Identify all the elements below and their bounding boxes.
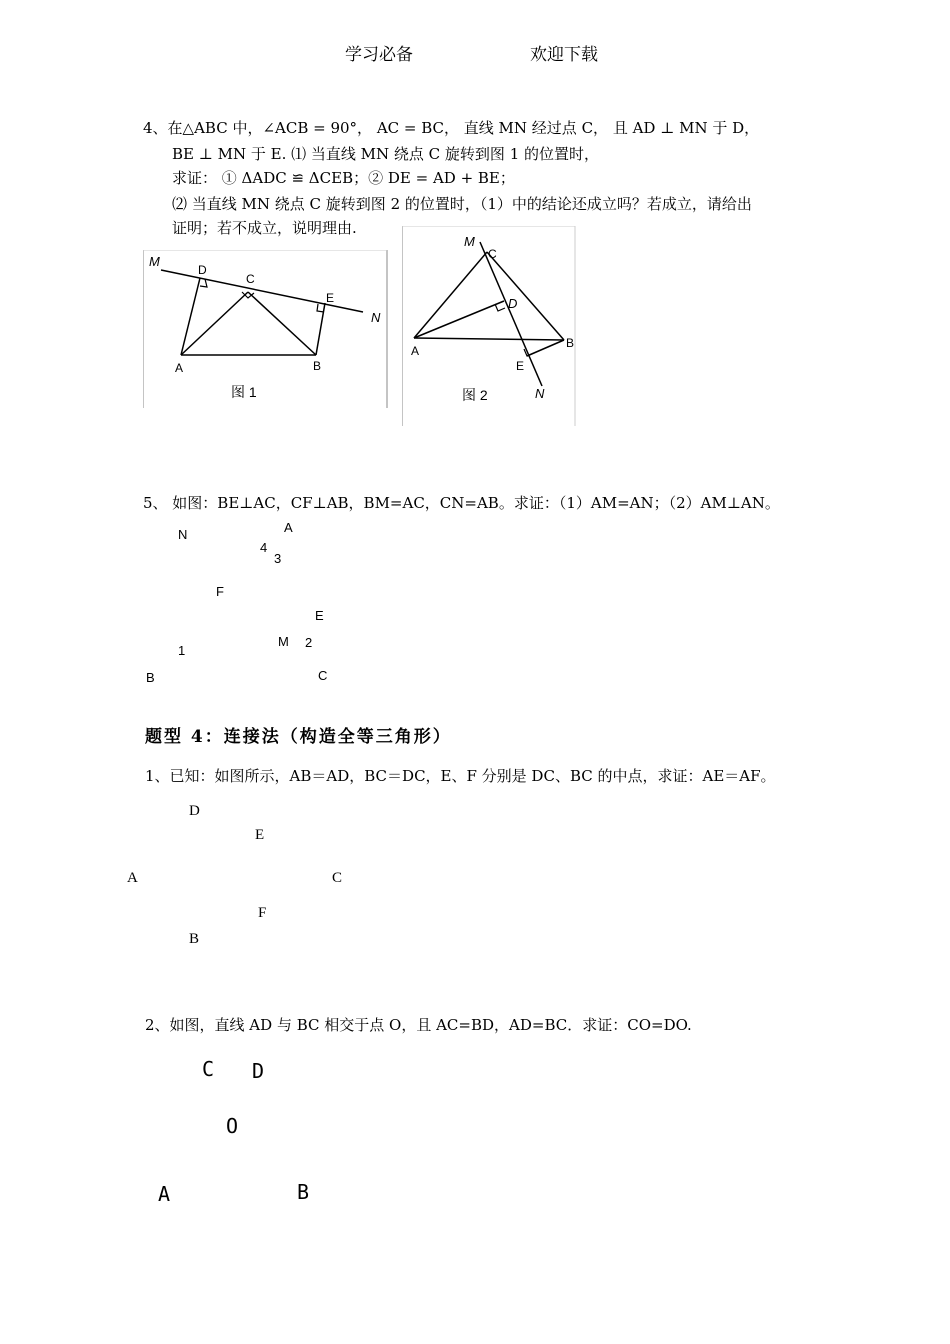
p5-label-f: F xyxy=(216,584,224,599)
section-title: 题型 4：连接法（构造全等三角形） xyxy=(145,727,452,747)
fig2-line-mn xyxy=(480,242,542,386)
p5-label-n: N xyxy=(178,527,188,542)
fig1-label-b: B xyxy=(313,359,322,373)
fig2-caption: 图 2 xyxy=(462,387,488,403)
fig2-label-n: N xyxy=(535,386,545,401)
fig1-segment-cb xyxy=(248,292,316,355)
p5-label-a: A xyxy=(284,520,293,535)
p5-label-b: B xyxy=(146,670,155,685)
fig2-label-m: M xyxy=(464,234,475,249)
s2-label-o: O xyxy=(226,1114,239,1138)
figure-1 xyxy=(143,250,389,410)
problem4-line4: ⑵ 当直线 MN 绕点 C 旋转到图 2 的位置时，（1）中的结论还成立吗？若成立，请给出 xyxy=(172,195,752,213)
s2-label-b: B xyxy=(297,1180,310,1204)
fig2-label-d: D xyxy=(508,296,518,311)
problem4-line2: BE ⊥ MN 于 E. ⑴ 当直线 MN 绕点 C 旋转到图 1 的位置时， xyxy=(172,145,600,163)
fig1-label-m: M xyxy=(149,254,160,269)
s1-label-f: F xyxy=(258,905,267,921)
p5-label-m: M xyxy=(278,634,289,649)
s1-label-c: C xyxy=(332,870,343,886)
fig2-label-c: C xyxy=(488,247,497,261)
p5-label-4: 4 xyxy=(260,540,268,555)
problem4-line5: 证明；若不成立，说明理由. xyxy=(172,219,357,237)
fig2-segment-ad xyxy=(414,301,504,338)
fig2-label-b: B xyxy=(566,336,575,350)
s1-label-d: D xyxy=(189,803,200,819)
s1-label-a: A xyxy=(127,870,138,886)
fig2-segment-cb xyxy=(487,252,564,340)
p5-label-e: E xyxy=(315,608,324,623)
p5-label-3: 3 xyxy=(274,551,282,566)
problem4-line3: 求证： ① ΔADC ≌ ΔCEB；② DE = AD + BE； xyxy=(172,169,515,187)
fig1-caption: 图 1 xyxy=(231,384,257,400)
fig1-label-c: C xyxy=(246,272,255,286)
s2-label-a: A xyxy=(158,1182,171,1206)
fig1-label-d: D xyxy=(198,263,207,277)
s2-problem-text: 2、如图，直线 AD 与 BC 相交于点 O，且 AC=BD，AD=BC．求证：CO=DO. xyxy=(145,1016,692,1034)
problem5-text: 5、 如图：BE⊥AC，CF⊥AB，BM=AC，CN=AB。求证：（1）AM=AN；（2）AM⊥AN。 xyxy=(143,494,780,512)
problem4-line1: 4、在△ABC 中，∠ACB = 90°， AC = BC， 直线 MN 经过点 C， 且 AD ⊥ MN 于 D， xyxy=(143,119,760,137)
p5-label-1: 1 xyxy=(178,643,186,658)
fig2-label-e: E xyxy=(516,359,525,373)
figure-2 xyxy=(402,226,578,428)
fig1-segment-ac xyxy=(181,292,248,355)
header-right: 欢迎下载 xyxy=(530,45,598,65)
p5-label-c: C xyxy=(318,668,328,683)
fig1-segment-ad xyxy=(181,278,200,355)
s1-label-e: E xyxy=(255,827,265,843)
p5-label-2: 2 xyxy=(305,635,313,650)
fig1-label-e: E xyxy=(326,291,335,305)
s2-label-c: C xyxy=(202,1057,215,1081)
fig2-right-angle-d xyxy=(495,304,505,311)
fig2-segment-ab xyxy=(414,338,564,340)
fig2-segment-ac xyxy=(414,252,487,338)
fig1-right-angle-d xyxy=(200,279,207,287)
fig1-label-n: N xyxy=(371,310,381,325)
header-left: 学习必备 xyxy=(345,45,413,65)
fig1-label-a: A xyxy=(175,361,184,375)
s2-label-d: D xyxy=(252,1059,265,1083)
s1-problem-text: 1、已知：如图所示，AB＝AD，BC＝DC，E、F 分别是 DC、BC 的中点，求证：AE＝AF。 xyxy=(145,767,776,785)
fig2-right-angle-e xyxy=(524,349,534,356)
fig2-label-a: A xyxy=(411,344,420,358)
s1-label-b: B xyxy=(189,931,200,947)
